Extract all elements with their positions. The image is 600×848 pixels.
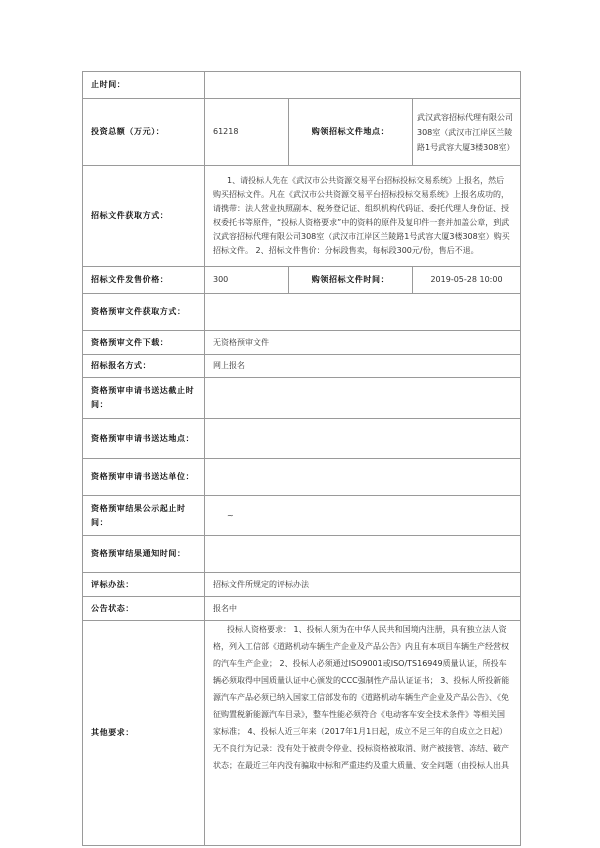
signup-method-label: 招标报名方式：	[83, 355, 205, 378]
evaluation-label: 评标办法：	[83, 573, 205, 597]
prequal-place-value	[205, 419, 521, 459]
prequal-deadline-label: 资格预审申请书送达截止时间：	[83, 378, 205, 419]
prequal-method-value	[205, 294, 521, 331]
tender-info-table	[82, 71, 521, 846]
investment-label: 投资总额（万元）：	[83, 99, 205, 166]
end-time-value	[205, 72, 521, 99]
row-prequal-download	[83, 331, 521, 355]
other-requirements-value: 投标人资格要求： 1、投标人须为在中华人民共和国境内注册，具有独立法人资格，列入工信部《道路机动车辆生产企业及产品公告》内且有本项目车辆生产经营权的汽车生产企业； 2、投标人必须通过ISO9001或ISO/TS16949质量认证，所投车辆必须取得中国质量认证中心颁发的CCC强制性产品认证证书； 3、投标人所投新能源汽车产品必须已纳入国家工信部发布的《道路机动车辆生产企业及产品公告》、《免征购置税新能源汽车目录》，整车性能必须符合《电动客车安全技术条件》等相关国家标准； 4、投标人近三年来（2017年1月1日起，成立不足三年的自成立之日起）无不良行为记录：没有处于被责令停业、投标资格被取消、财产被接管、冻结、破产状态；在最近三年内没有骗取中标和严重违约及重大质量、安全问题（由投标人出具	[205, 621, 521, 846]
evaluation-value: 招标文件所规定的评标办法	[205, 573, 521, 597]
issue-price-label: 招标文件发售价格：	[83, 267, 205, 294]
prequal-deadline-value	[205, 378, 521, 419]
issue-price-value: 300	[205, 267, 289, 294]
row-acquire-method	[83, 166, 521, 267]
row-prequal-method	[83, 294, 521, 331]
row-investment	[83, 99, 521, 166]
prequal-notify-label: 资格预审结果通知时间：	[83, 536, 205, 573]
row-prequal-place	[83, 419, 521, 459]
prequal-place-label: 资格预审申请书送达地点：	[83, 419, 205, 459]
prequal-unit-value	[205, 459, 521, 496]
row-prequal-unit	[83, 459, 521, 496]
prequal-publicity-value: ~	[205, 496, 521, 536]
row-prequal-deadline	[83, 378, 521, 419]
buy-time-value: 2019-05-28 10:00	[413, 267, 521, 294]
end-time-label: 止时间：	[83, 72, 205, 99]
signup-method-value: 网上报名	[205, 355, 521, 378]
prequal-unit-label: 资格预审申请书送达单位：	[83, 459, 205, 496]
row-signup-method	[83, 355, 521, 378]
buy-place-label: 购领招标文件地点：	[289, 99, 413, 166]
row-notice-status	[83, 597, 521, 621]
investment-value: 61218	[205, 99, 289, 166]
prequal-method-label: 资格预审文件获取方式：	[83, 294, 205, 331]
row-issue-price	[83, 267, 521, 294]
other-requirements-label: 其他要求：	[83, 621, 205, 846]
acquire-method-label: 招标文件获取方式：	[83, 166, 205, 267]
prequal-download-label: 资格预审文件下载：	[83, 331, 205, 355]
row-end-time	[83, 72, 521, 99]
prequal-publicity-label: 资格预审结果公示起止时间：	[83, 496, 205, 536]
row-other-requirements	[83, 621, 521, 846]
buy-place-value: 武汉武容招标代理有限公司308室（武汉市江岸区兰陵路1号武容大厦3楼308室）	[413, 99, 521, 166]
acquire-method-value: 1、请投标人先在《武汉市公共资源交易平台招标投标交易系统》上报名，然后购买招标文件。凡在《武汉市公共资源交易平台招标投标交易系统》上报名成功的，请携带：法人营业执照副本、税务登记证、组织机构代码证、委托代理人身份证、授权委托书等原件，“投标人资格要求”中的资料的原件及复印件一套并加盖公章，到武汉武容招标代理有限公司308室（武汉市江岸区兰陵路1号武容大厦3楼308室）购买招标文件。 2、招标文件售价：分标段售卖，每标段300元/份，售后不退。	[205, 166, 521, 267]
notice-status-label: 公告状态：	[83, 597, 205, 621]
buy-time-label: 购领招标文件时间：	[289, 267, 413, 294]
prequal-download-link[interactable]: 无资格预审文件	[205, 331, 521, 355]
row-prequal-publicity	[83, 496, 521, 536]
row-evaluation	[83, 573, 521, 597]
prequal-notify-value	[205, 536, 521, 573]
notice-status-badge: 报名中	[205, 597, 521, 621]
row-prequal-notify	[83, 536, 521, 573]
